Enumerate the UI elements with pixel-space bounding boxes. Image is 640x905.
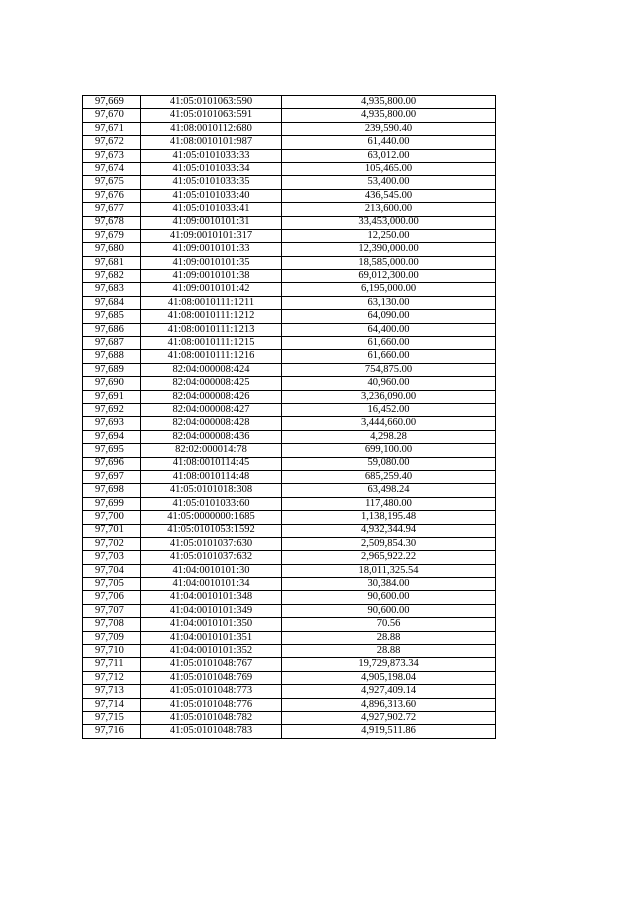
row-number-cell: 97,686: [83, 323, 141, 336]
table-row: [83, 283, 496, 296]
table-row: [83, 136, 496, 149]
cadastral-number-cell: 41:04:0010101:351: [141, 631, 282, 644]
cadastral-number-cell: 41:05:0101033:60: [141, 497, 282, 510]
table-row: [83, 417, 496, 430]
cadastral-number-cell: 41:05:0101048:776: [141, 698, 282, 711]
cadastral-number-cell: 41:05:0101018:308: [141, 484, 282, 497]
value-cell: 63,498.24: [282, 484, 496, 497]
row-number-cell: 97,704: [83, 564, 141, 577]
row-number-cell: 97,687: [83, 337, 141, 350]
value-cell: 40,960.00: [282, 377, 496, 390]
cadastral-number-cell: 41:09:0010101:38: [141, 270, 282, 283]
cadastral-number-cell: 41:09:0010101:317: [141, 229, 282, 242]
table-row: [83, 671, 496, 684]
table-row: [83, 229, 496, 242]
row-number-cell: 97,697: [83, 470, 141, 483]
value-cell: 4,298.28: [282, 430, 496, 443]
value-cell: 3,236,090.00: [282, 390, 496, 403]
cadastral-number-cell: 82:02:000014:78: [141, 444, 282, 457]
cadastral-number-cell: 82:04:000008:428: [141, 417, 282, 430]
cadastral-number-cell: 82:04:000008:424: [141, 363, 282, 376]
value-cell: 19,729,873.34: [282, 658, 496, 671]
value-cell: 53,400.00: [282, 176, 496, 189]
table-row: [83, 551, 496, 564]
table-row: [83, 537, 496, 550]
value-cell: 4,905,198.04: [282, 671, 496, 684]
table-row: [83, 203, 496, 216]
row-number-cell: 97,712: [83, 671, 141, 684]
row-number-cell: 97,688: [83, 350, 141, 363]
value-cell: 105,465.00: [282, 162, 496, 175]
value-cell: 6,195,000.00: [282, 283, 496, 296]
table-row: [83, 685, 496, 698]
value-cell: 61,660.00: [282, 337, 496, 350]
table-row: [83, 122, 496, 135]
row-number-cell: 97,710: [83, 645, 141, 658]
row-number-cell: 97,715: [83, 711, 141, 724]
row-number-cell: 97,706: [83, 591, 141, 604]
table-row: [83, 698, 496, 711]
row-number-cell: 97,684: [83, 296, 141, 309]
row-number-cell: 97,707: [83, 604, 141, 617]
row-number-cell: 97,669: [83, 96, 141, 109]
table-row: [83, 162, 496, 175]
value-cell: 18,585,000.00: [282, 256, 496, 269]
row-number-cell: 97,714: [83, 698, 141, 711]
value-cell: 90,600.00: [282, 604, 496, 617]
cadastral-number-cell: 41:04:0010101:348: [141, 591, 282, 604]
cadastral-number-cell: 41:05:0101033:41: [141, 203, 282, 216]
table-row: [83, 457, 496, 470]
table-row: [83, 578, 496, 591]
cadastral-number-cell: 41:08:0010111:1211: [141, 296, 282, 309]
cadastral-number-cell: 41:05:0101037:630: [141, 537, 282, 550]
value-cell: 2,965,922.22: [282, 551, 496, 564]
row-number-cell: 97,670: [83, 109, 141, 122]
value-cell: 4,935,800.00: [282, 96, 496, 109]
row-number-cell: 97,691: [83, 390, 141, 403]
row-number-cell: 97,679: [83, 229, 141, 242]
table-row: [83, 296, 496, 309]
value-cell: 16,452.00: [282, 403, 496, 416]
table-row: [83, 390, 496, 403]
value-cell: 4,927,409.14: [282, 685, 496, 698]
value-cell: 436,545.00: [282, 189, 496, 202]
row-number-cell: 97,701: [83, 524, 141, 537]
value-cell: 4,932,344.94: [282, 524, 496, 537]
table-row: [83, 444, 496, 457]
row-number-cell: 97,681: [83, 256, 141, 269]
value-cell: 61,660.00: [282, 350, 496, 363]
value-cell: 28.88: [282, 645, 496, 658]
row-number-cell: 97,703: [83, 551, 141, 564]
value-cell: 239,590.40: [282, 122, 496, 135]
table-row: [83, 645, 496, 658]
table-row: [83, 256, 496, 269]
row-number-cell: 97,694: [83, 430, 141, 443]
row-number-cell: 97,678: [83, 216, 141, 229]
value-cell: 213,600.00: [282, 203, 496, 216]
table-row: [83, 350, 496, 363]
cadastral-number-cell: 41:09:0010101:33: [141, 243, 282, 256]
cadastral-number-cell: 41:04:0010101:30: [141, 564, 282, 577]
table-row: [83, 403, 496, 416]
value-cell: 61,440.00: [282, 136, 496, 149]
cadastral-number-cell: 41:05:0101037:632: [141, 551, 282, 564]
value-cell: 2,509,854.30: [282, 537, 496, 550]
row-number-cell: 97,674: [83, 162, 141, 175]
cadastral-number-cell: 41:05:0101033:40: [141, 189, 282, 202]
row-number-cell: 97,716: [83, 725, 141, 738]
cadastral-number-cell: 41:04:0010101:350: [141, 618, 282, 631]
cadastral-number-cell: 41:04:0010101:352: [141, 645, 282, 658]
table-row: [83, 511, 496, 524]
table-row: [83, 323, 496, 336]
value-cell: 4,896,313.60: [282, 698, 496, 711]
row-number-cell: 97,698: [83, 484, 141, 497]
cadastral-number-cell: 41:05:0101063:590: [141, 96, 282, 109]
value-cell: 64,400.00: [282, 323, 496, 336]
row-number-cell: 97,699: [83, 497, 141, 510]
cadastral-number-cell: 41:04:0010101:349: [141, 604, 282, 617]
table-row: [83, 176, 496, 189]
cadastral-number-cell: 41:05:0101053:1592: [141, 524, 282, 537]
value-cell: 12,250.00: [282, 229, 496, 242]
table-row: [83, 149, 496, 162]
value-cell: 3,444,660.00: [282, 417, 496, 430]
row-number-cell: 97,673: [83, 149, 141, 162]
row-number-cell: 97,705: [83, 578, 141, 591]
value-cell: 90,600.00: [282, 591, 496, 604]
cadastral-number-cell: 41:09:0010101:31: [141, 216, 282, 229]
table-row: [83, 524, 496, 537]
value-cell: 63,130.00: [282, 296, 496, 309]
cadastral-number-cell: 41:08:0010111:1215: [141, 337, 282, 350]
cadastral-number-cell: 41:08:0010111:1213: [141, 323, 282, 336]
value-cell: 18,011,325.54: [282, 564, 496, 577]
value-cell: 33,453,000.00: [282, 216, 496, 229]
cadastral-number-cell: 41:09:0010101:35: [141, 256, 282, 269]
cadastral-number-cell: 41:05:0101033:33: [141, 149, 282, 162]
value-cell: 63,012.00: [282, 149, 496, 162]
row-number-cell: 97,711: [83, 658, 141, 671]
value-cell: 4,935,800.00: [282, 109, 496, 122]
cadastral-number-cell: 41:05:0101048:769: [141, 671, 282, 684]
table-row: [83, 270, 496, 283]
row-number-cell: 97,692: [83, 403, 141, 416]
table-row: [83, 337, 496, 350]
table-row: [83, 470, 496, 483]
table-row: [83, 658, 496, 671]
table-row: [83, 310, 496, 323]
value-cell: 699,100.00: [282, 444, 496, 457]
row-number-cell: 97,671: [83, 122, 141, 135]
cadastral-number-cell: 41:08:0010111:1212: [141, 310, 282, 323]
cadastral-number-cell: 41:05:0101033:34: [141, 162, 282, 175]
cadastral-number-cell: 41:05:0101048:782: [141, 711, 282, 724]
row-number-cell: 97,677: [83, 203, 141, 216]
cadastral-number-cell: 82:04:000008:427: [141, 403, 282, 416]
value-cell: 685,259.40: [282, 470, 496, 483]
value-cell: 59,080.00: [282, 457, 496, 470]
row-number-cell: 97,675: [83, 176, 141, 189]
row-number-cell: 97,683: [83, 283, 141, 296]
value-cell: 1,138,195.48: [282, 511, 496, 524]
table-body: [83, 96, 496, 739]
cadastral-number-cell: 41:08:0010101:987: [141, 136, 282, 149]
cadastral-number-cell: 41:05:0101033:35: [141, 176, 282, 189]
cadastral-number-cell: 41:08:0010111:1216: [141, 350, 282, 363]
cadastral-number-cell: 41:05:0000000:1685: [141, 511, 282, 524]
row-number-cell: 97,680: [83, 243, 141, 256]
table-row: [83, 631, 496, 644]
cadastral-number-cell: 41:05:0101048:767: [141, 658, 282, 671]
row-number-cell: 97,690: [83, 377, 141, 390]
row-number-cell: 97,700: [83, 511, 141, 524]
cadastral-number-cell: 41:08:0010112:680: [141, 122, 282, 135]
table-row: [83, 618, 496, 631]
value-cell: 117,480.00: [282, 497, 496, 510]
data-table: [82, 95, 496, 739]
table-row: [83, 96, 496, 109]
table-row: [83, 216, 496, 229]
cadastral-number-cell: 41:05:0101063:591: [141, 109, 282, 122]
cadastral-number-cell: 41:09:0010101:42: [141, 283, 282, 296]
row-number-cell: 97,702: [83, 537, 141, 550]
cadastral-number-cell: 82:04:000008:436: [141, 430, 282, 443]
row-number-cell: 97,709: [83, 631, 141, 644]
row-number-cell: 97,676: [83, 189, 141, 202]
cadastral-number-cell: 41:08:0010114:45: [141, 457, 282, 470]
cadastral-number-cell: 82:04:000008:425: [141, 377, 282, 390]
table-row: [83, 243, 496, 256]
value-cell: 64,090.00: [282, 310, 496, 323]
row-number-cell: 97,685: [83, 310, 141, 323]
table-row: [83, 591, 496, 604]
cadastral-number-cell: 41:08:0010114:48: [141, 470, 282, 483]
row-number-cell: 97,672: [83, 136, 141, 149]
cadastral-number-cell: 41:04:0010101:34: [141, 578, 282, 591]
table-row: [83, 484, 496, 497]
table-row: [83, 725, 496, 738]
table-row: [83, 109, 496, 122]
cadastral-number-cell: 41:05:0101048:783: [141, 725, 282, 738]
value-cell: 69,012,300.00: [282, 270, 496, 283]
value-cell: 28.88: [282, 631, 496, 644]
value-cell: 754,875.00: [282, 363, 496, 376]
table-row: [83, 377, 496, 390]
table-row: [83, 711, 496, 724]
value-cell: 4,919,511.86: [282, 725, 496, 738]
cadastral-number-cell: 41:05:0101048:773: [141, 685, 282, 698]
table-row: [83, 604, 496, 617]
row-number-cell: 97,696: [83, 457, 141, 470]
table-row: [83, 363, 496, 376]
row-number-cell: 97,713: [83, 685, 141, 698]
cadastral-number-cell: 82:04:000008:426: [141, 390, 282, 403]
table-row: [83, 564, 496, 577]
row-number-cell: 97,689: [83, 363, 141, 376]
row-number-cell: 97,695: [83, 444, 141, 457]
value-cell: 70.56: [282, 618, 496, 631]
value-cell: 4,927,902.72: [282, 711, 496, 724]
table-row: [83, 497, 496, 510]
table-row: [83, 430, 496, 443]
row-number-cell: 97,693: [83, 417, 141, 430]
table-row: [83, 189, 496, 202]
row-number-cell: 97,708: [83, 618, 141, 631]
value-cell: 12,390,000.00: [282, 243, 496, 256]
value-cell: 30,384.00: [282, 578, 496, 591]
row-number-cell: 97,682: [83, 270, 141, 283]
